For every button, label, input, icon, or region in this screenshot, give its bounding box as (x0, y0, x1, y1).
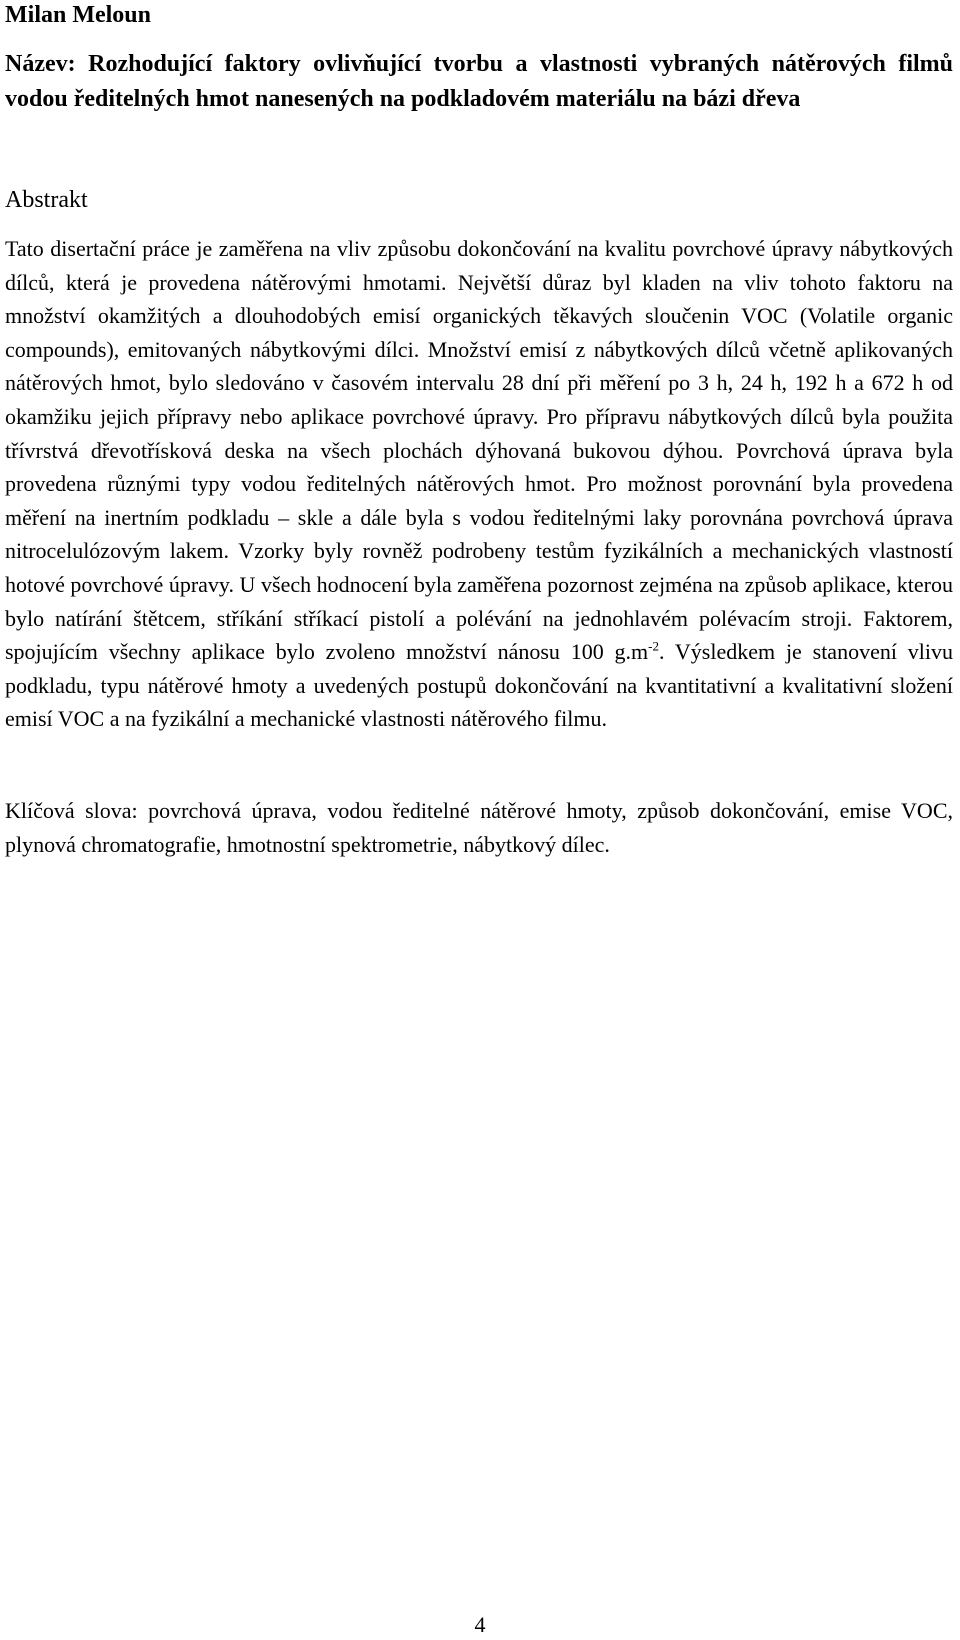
abstract-superscript: -2 (648, 638, 659, 654)
abstract-text: Tato disertační práce je zaměřena na vliv způsobu dokončování na kvalitu povrchové úpravy nábytkových dílců, která je provedena nátěrovými hmotami. Největší důraz byl kladen na vliv tohoto faktoru na množství okamžitých a dlouhodobých emisí organických těkavých sloučenin VOC (Volatile organic compounds), emitovaných nábytkovými dílci. Množství emisí z nábytkových dílců včetně aplikovaných nátěrových hmot, bylo sledováno v časovém intervalu 28 dní při měření po 3 h, 24 h, 192 h a 672 h od okamžiku jejich přípravy nebo aplikace povrchové úpravy. Pro přípravu nábytkových dílců byla použita třívrstvá dřevotřísková deska na všech plochách dýhovaná bukovou dýhou. Povrchová úprava byla provedena různými typy vodou ředitelných nátěrových hmot. Pro možnost porovnání byla provedena měření na inertním podkladu – skle a dále byla s vodou ředitelnými laky porovnána povrchová úprava nitrocelulózovým lakem. Vzorky byly rovněž podrobeny testům fyzikálních a mechanických vlastností hotové povrchové úpravy. U všech hodnocení byla zaměřena pozornost zejména na způsob aplikace, kterou bylo natírání štětcem, stříkání stříkací pistolí a polévání na jednohlavém polévacím stroji. Faktorem, spojujícím všechny aplikace bylo zvoleno množství nánosu 100 g.m (5, 236, 953, 665)
page-number: 4 (474, 1612, 486, 1637)
author-name: Milan Meloun (5, 2, 152, 28)
abstract-body (5, 232, 953, 736)
abstract-text-end: . Výsledkem je stanovení vlivu podkladu, typu nátěrové hmoty a uvedených postupů dokončování na kvantitativní a kvalitativní složení emisí VOC a na fyzikální a mechanické vlastnosti nátěrového filmu. (5, 639, 953, 732)
document-page (5, 0, 953, 861)
keywords: Klíčová slova: povrchová úprava, vodou ředitelné nátěrové hmoty, způsob dokončování, emise VOC, plynová chromatografie, hmotnostní spektrometrie, nábytkový dílec. (5, 797, 953, 857)
abstract-heading: Abstrakt (5, 187, 88, 213)
thesis-title: Název: Rozhodující faktory ovlivňující tvorbu a vlastnosti vybraných nátěrových filmů vodou ředitelných hmot nanesených na podkladovém materiálu na bázi dřeva (5, 51, 953, 112)
